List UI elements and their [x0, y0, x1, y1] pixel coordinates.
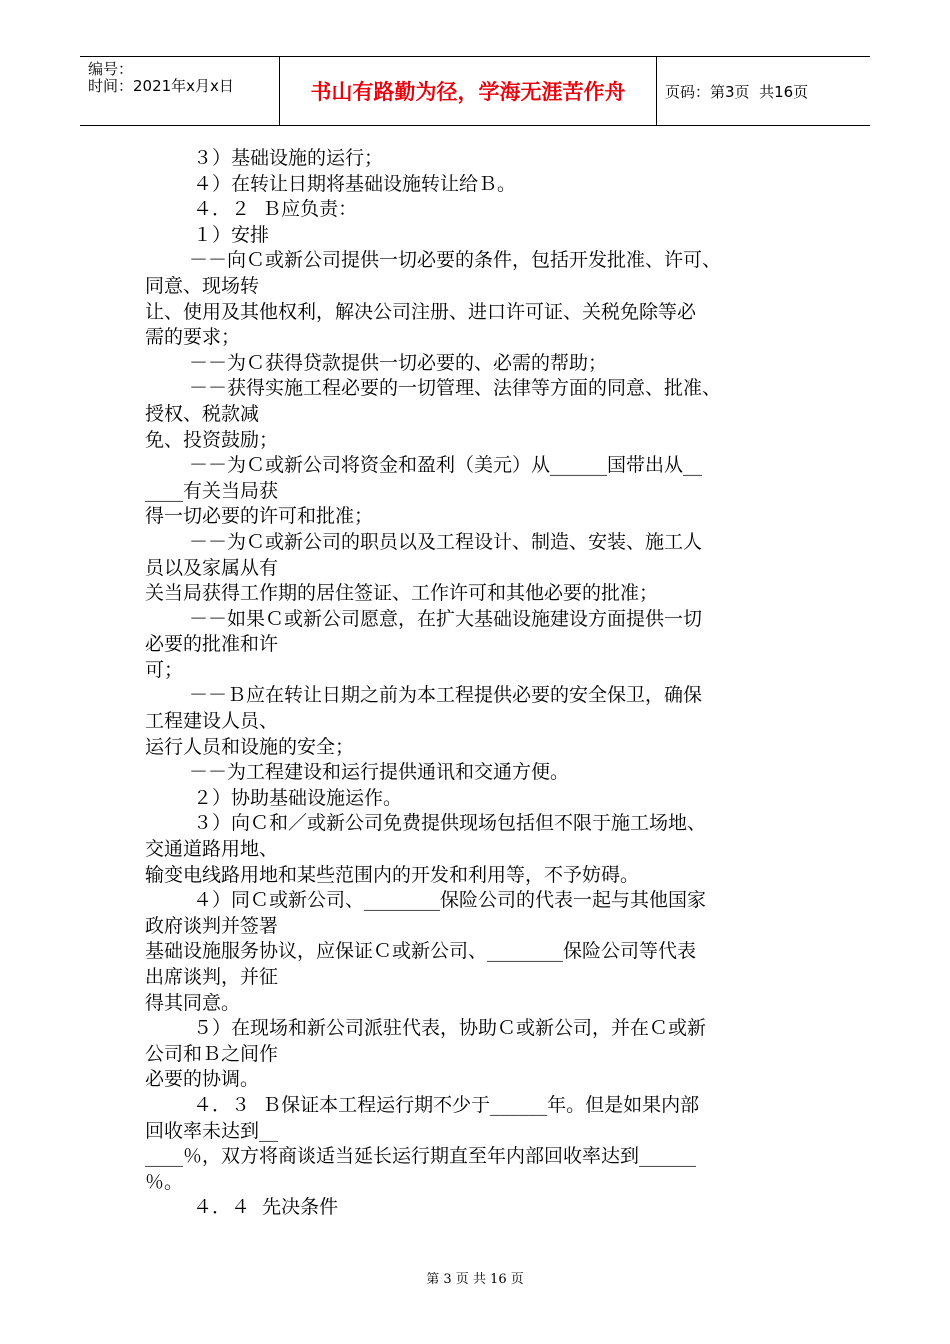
text-line: 工程建设人员、: [145, 710, 279, 733]
header-motto: 书山有路勤为径，学海无涯苦作舟: [280, 57, 657, 125]
text-line: 必要的协调。: [145, 1068, 260, 1091]
text-line: 得一切必要的许可和批准；: [145, 505, 374, 528]
page-footer: 第 3 页 共 16 页: [426, 1272, 524, 1287]
text-line: －－向Ｃ或新公司提供一切必要的条件，包括开发批准、许可、: [189, 249, 722, 272]
text-line: 必要的批准和许: [145, 633, 279, 656]
text-line: ４）在转让日期将基础设施转让给Ｂ。: [193, 172, 517, 195]
text-line: 让、使用及其他权利，解决公司注册、进口许可证、关税免除等必: [145, 300, 697, 323]
text-line: 得其同意。: [145, 991, 241, 1014]
text-line: 同意、现场转: [145, 274, 260, 297]
text-line: 回收率未达到__: [145, 1119, 279, 1142]
text-line: ____％，双方将商谈适当延长运行期直至年内部回收率达到______: [145, 1145, 697, 1168]
text-line: １）安排: [193, 223, 270, 246]
page-header: [80, 56, 870, 126]
text-line: －－Ｂ应在转让日期之前为本工程提供必要的安全保卫，确保: [189, 684, 703, 707]
text-line: －－为工程建设和运行提供通讯和交通方便。: [189, 761, 570, 784]
text-line: ４．２ Ｂ应负责：: [193, 198, 358, 221]
text-line: 政府谈判并签署: [145, 914, 279, 937]
text-line: －－为Ｃ或新公司将资金和盈利（美元）从______国带出从__: [189, 454, 703, 477]
header-page-label: 页码：第3页 共16页: [665, 82, 809, 101]
text-line: ５）在现场和新公司派驻代表，协助Ｃ或新公司，并在Ｃ或新: [193, 1017, 707, 1040]
text-line: ２）协助基础设施运作。: [193, 786, 403, 809]
text-line: 授权、税款减: [145, 402, 260, 425]
text-line: 输变电线路用地和某些范围内的开发和利用等，不予妨碍。: [145, 863, 640, 886]
text-line: ____有关当局获: [145, 479, 279, 502]
text-line: －－为Ｃ获得贷款提供一切必要的、必需的帮助；: [189, 351, 608, 374]
text-line: ４．４ 先决条件: [193, 1196, 339, 1219]
document-body: [145, 146, 813, 1221]
text-line: －－如果Ｃ或新公司愿意，在扩大基础设施建设方面提供一切: [189, 607, 703, 630]
text-line: 免、投资鼓励；: [145, 428, 279, 451]
document-number-label: 编号：: [88, 60, 134, 78]
text-line: －－为Ｃ或新公司的职员以及工程设计、制造、安装、施工人: [189, 530, 703, 553]
text-line: ４．３ Ｂ保证本工程运行期不少于______年。但是如果内部: [193, 1093, 700, 1116]
text-line: ％。: [145, 1170, 184, 1193]
text-line: ３）基础设施的运行；: [193, 147, 384, 169]
header-page-info: [657, 57, 870, 125]
text-line: 出席谈判，并征: [145, 966, 279, 988]
header-meta: [80, 57, 280, 125]
text-line: 公司和Ｂ之间作: [145, 1042, 279, 1065]
text-line: 基础设施服务协议，应保证Ｃ或新公司、________保险公司等代表: [145, 940, 697, 963]
text-line: 可；: [145, 658, 184, 681]
text-line: 关当局获得工作期的居住签证、工作许可和其他必要的批准；: [145, 582, 659, 605]
document-time-label: 时间：2021年x月x日: [88, 77, 234, 95]
text-line: ４）同Ｃ或新公司、________保险公司的代表一起与其他国家: [193, 889, 707, 912]
text-line: 交通道路用地、: [145, 838, 279, 861]
text-line: 员以及家属从有: [145, 556, 279, 579]
text-line: 需的要求；: [145, 326, 241, 349]
text-line: －－获得实施工程必要的一切管理、法律等方面的同意、批准、: [189, 377, 722, 400]
text-line: ３）向Ｃ和／或新公司免费提供现场包括但不限于施工场地、: [193, 812, 707, 835]
text-line: 运行人员和设施的安全；: [145, 735, 355, 758]
